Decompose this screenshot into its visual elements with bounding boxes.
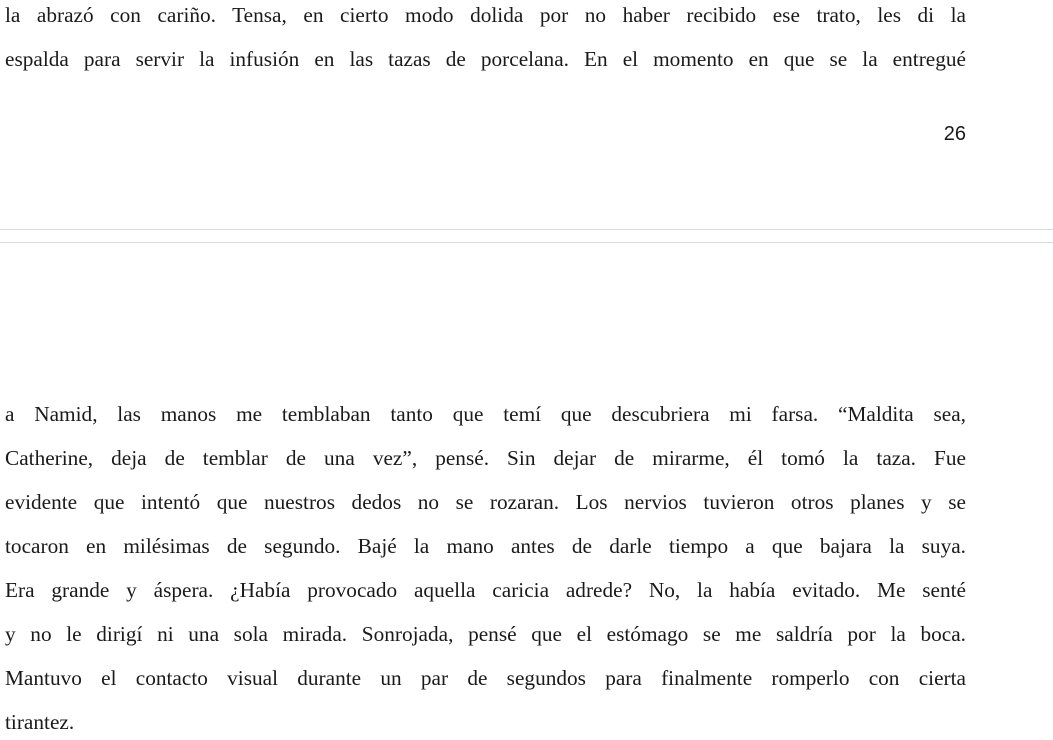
text-line: tirantez. [5, 710, 75, 734]
text-line: Era grande y áspera. ¿Había provocado aquella caricia adrede? No, la había evitado. Me senté [5, 578, 966, 602]
text-line: la abrazó con cariño. Tensa, en cierto modo dolida por no haber recibido ese trato, les di la [5, 3, 966, 27]
text-line: tocaron en milésimas de segundo. Bajé la mano antes de darle tiempo a que bajara la suya. [5, 534, 966, 558]
text-line: a Namid, las manos me temblaban tanto que temí que descubriera mi farsa. “Maldita sea, [5, 402, 966, 426]
page-number: 26 [943, 123, 966, 145]
text-line: Catherine, deja de temblar de una vez”, pensé. Sin dejar de mirarme, él tomó la taza. Fue [5, 446, 966, 470]
text-line: Mantuvo el contacto visual durante un par de segundos para finalmente romperlo con cierta [5, 666, 966, 690]
page-26-body-text [5, 0, 966, 81]
text-line: y no le dirigí ni una sola mirada. Sonrojada, pensé que el estómago se me saldría por la boca. [5, 622, 966, 646]
page-break-separator [0, 229, 1053, 243]
text-line: evidente que intentó que nuestros dedos no se rozaran. Los nervios tuvieron otros planes y se [5, 490, 966, 514]
page-27 [0, 243, 1053, 740]
page-27-body-text [5, 392, 966, 740]
page-26 [0, 0, 1053, 229]
text-line: espalda para servir la infusión en las tazas de porcelana. En el momento en que se la entregué [5, 47, 966, 71]
